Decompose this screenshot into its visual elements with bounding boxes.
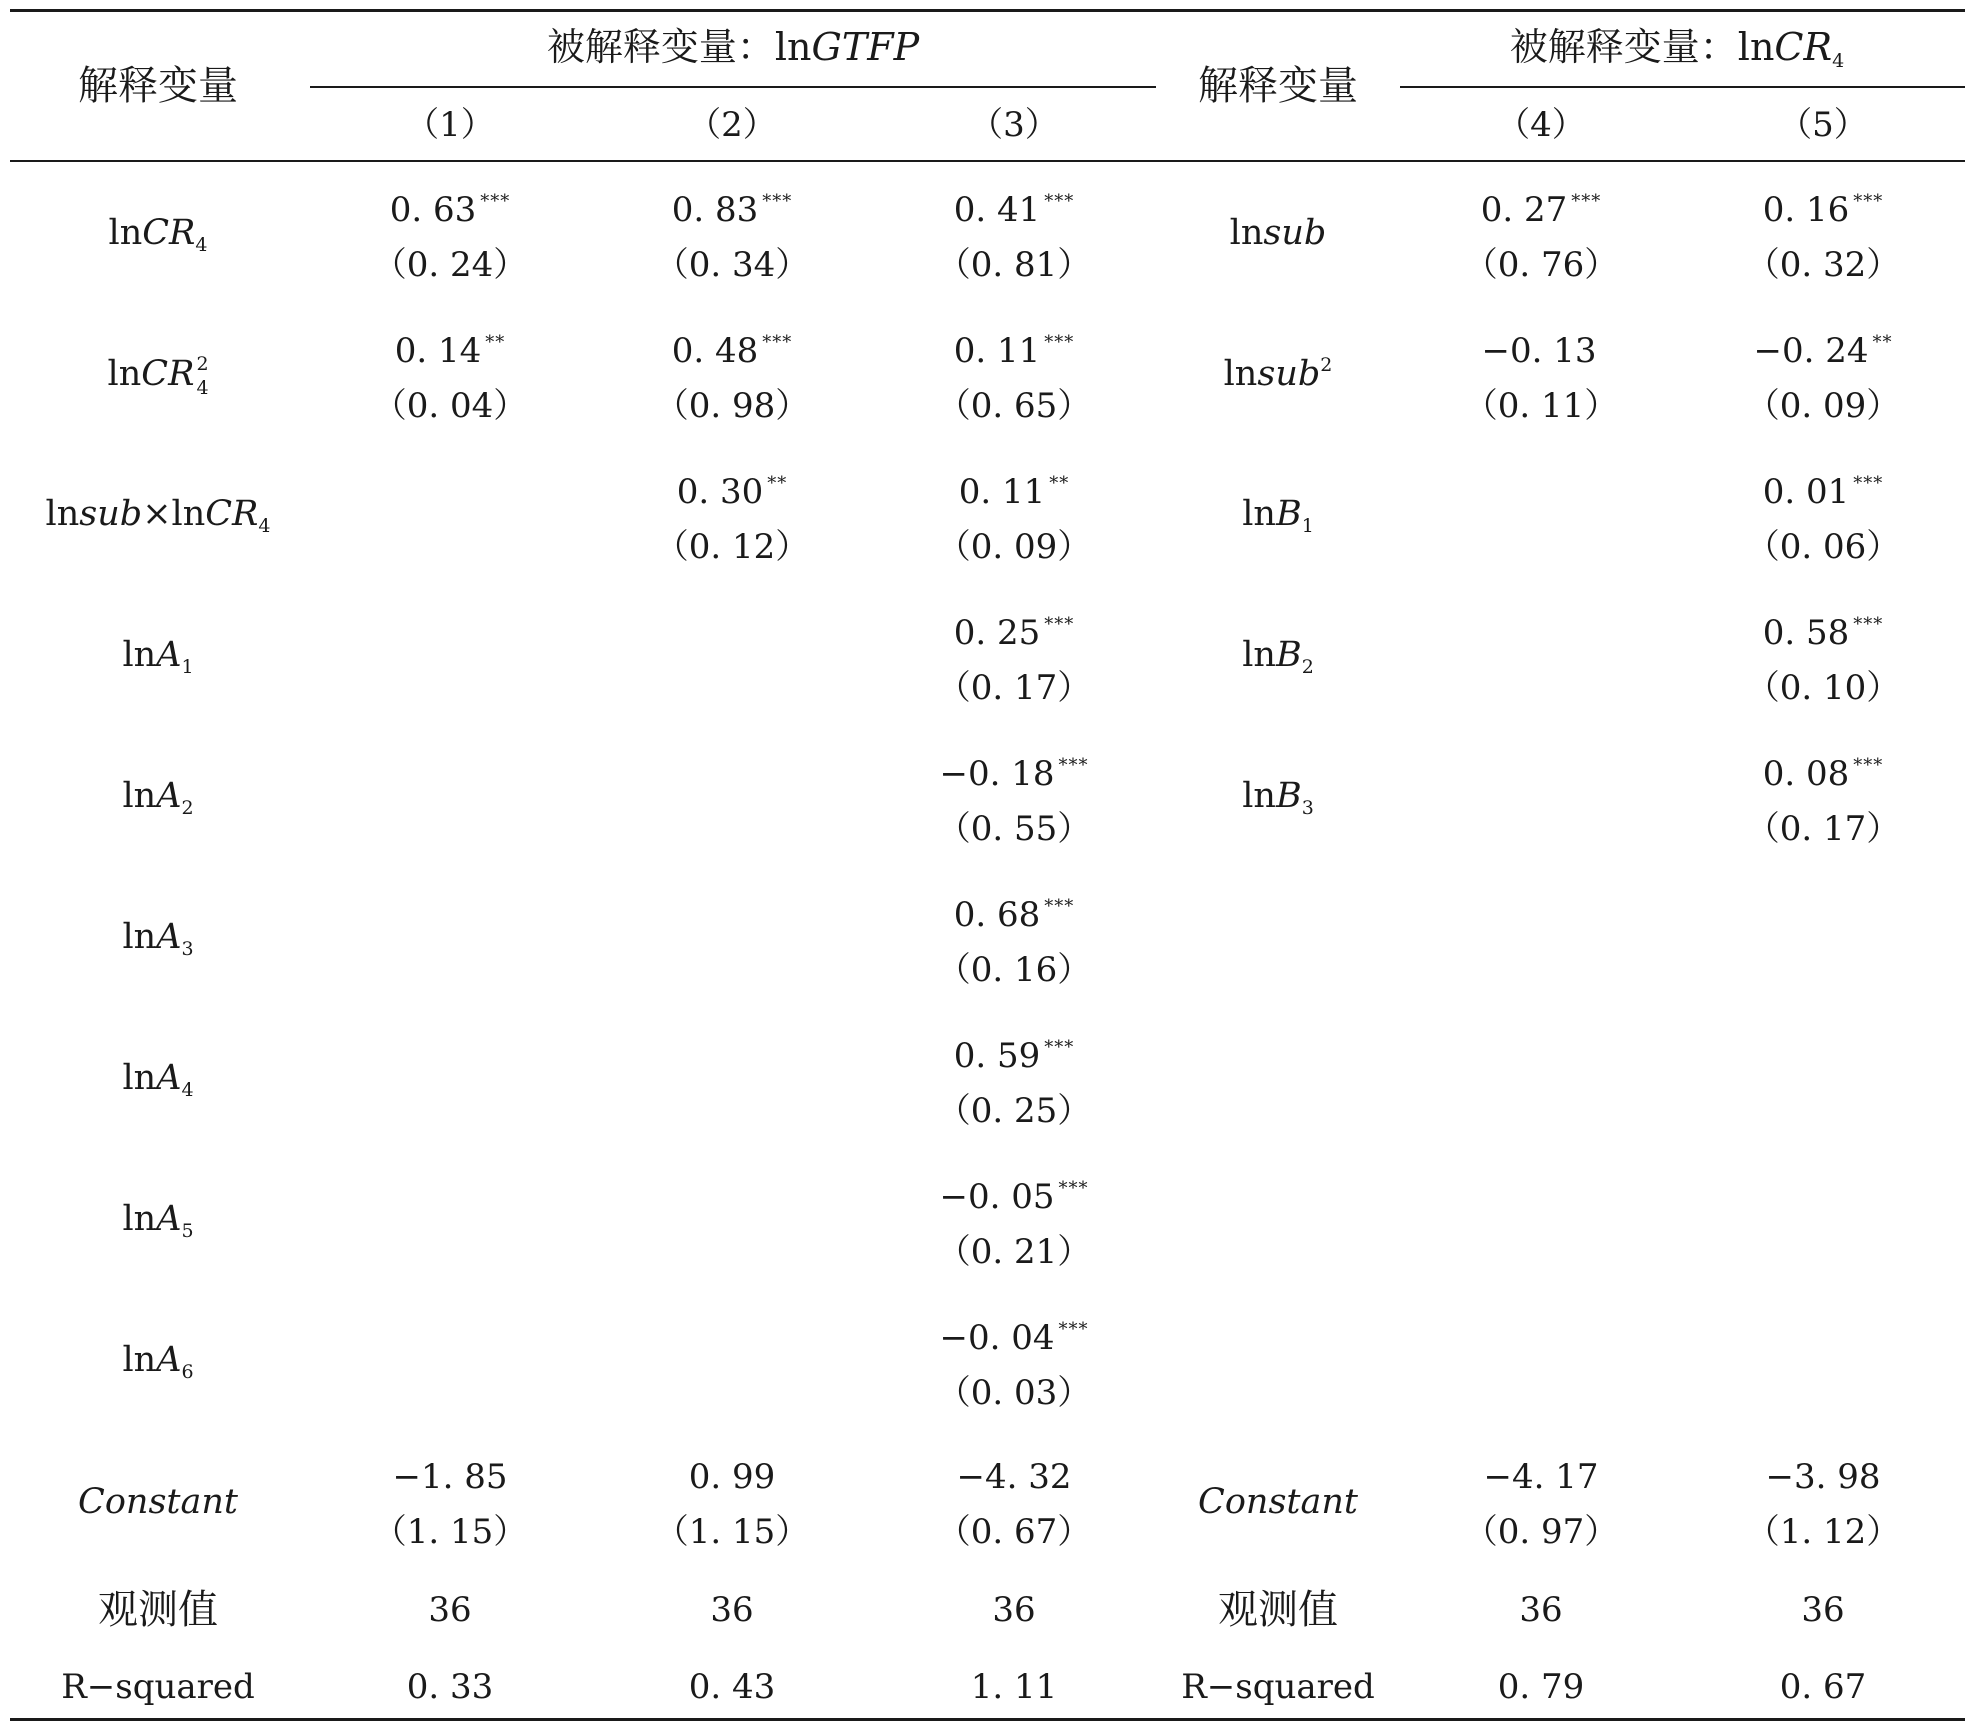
right-explanatory-header: 解释变量: [1198, 63, 1358, 109]
left-dependent-var: GTFP: [811, 25, 920, 69]
right-dependent-header: [1509, 25, 1845, 72]
left-r6-c3-se: （0. 16）: [936, 950, 1092, 990]
left-r1-c3-se: （0. 81）: [936, 245, 1092, 285]
significance-stars: ***: [1853, 614, 1884, 635]
coefficient-value: 0. 99: [688, 1457, 776, 1497]
coefficient-value: −4. 32: [956, 1457, 1072, 1497]
left-r2-c2-coef: [671, 331, 793, 371]
left-r5-c3-coef: [939, 754, 1089, 794]
row-label-lnsub: lnsub: [1229, 213, 1327, 253]
constant-c3-coef: [956, 1457, 1072, 1497]
observations-col3: 36: [992, 1590, 1036, 1630]
row-label-lnb3: lnB$_3$: [1242, 776, 1314, 819]
left-r1-c1-se: （0. 24）: [372, 245, 528, 285]
right-r2-c4-se: （0. 11）: [1463, 386, 1619, 426]
significance-stars: ***: [1058, 1178, 1089, 1199]
coefficient-value: −0. 05: [939, 1177, 1055, 1217]
coefficient-value: −0. 24: [1753, 331, 1869, 371]
significance-stars: **: [1872, 332, 1893, 353]
left-explanatory-header: 解释变量: [78, 63, 238, 109]
coefficient-value: 0. 16: [1762, 190, 1850, 230]
constant-label-right: [1198, 1482, 1358, 1522]
constant-c2-se: （1. 15）: [654, 1512, 810, 1552]
left-r9-c3-se: （0. 03）: [936, 1373, 1092, 1413]
row-label-lnsub-x-lncr4: lnsub×lnCR$_4$: [45, 494, 271, 537]
left-r4-c3-coef: [953, 613, 1075, 653]
coefficient-value: −0. 18: [939, 754, 1055, 794]
constant-label-text-right: Constant: [1198, 1482, 1358, 1522]
significance-stars: ***: [1058, 755, 1089, 776]
left-r7-c3-se: （0. 25）: [936, 1091, 1092, 1131]
coefficient-value: 0. 11: [958, 472, 1046, 512]
significance-stars: ***: [762, 332, 793, 353]
right-r3-c5-se: （0. 06）: [1745, 527, 1901, 567]
left-r5-c3-se: （0. 55）: [936, 809, 1092, 849]
left-r2-c2-se: （0. 98）: [654, 386, 810, 426]
right-header-underline: [1400, 86, 1965, 88]
top-rule: [10, 9, 1965, 12]
left-r2-c3-se: （0. 65）: [936, 386, 1092, 426]
coefficient-value: 0. 83: [671, 190, 759, 230]
right-r2-c5-coef: [1753, 331, 1893, 371]
significance-stars: **: [767, 473, 788, 494]
r-squared-label-left: R−squared: [61, 1667, 255, 1707]
column-header-4: （4）: [1496, 105, 1586, 145]
right-r1-c5-coef: [1762, 190, 1884, 230]
left-r3-c3-se: （0. 09）: [936, 527, 1092, 567]
r-squared-col1: 0. 33: [406, 1667, 494, 1707]
coefficient-value: −1. 85: [392, 1457, 508, 1497]
significance-stars: **: [485, 332, 506, 353]
constant-c5-coef: [1765, 1457, 1881, 1497]
constant-label-left: [78, 1482, 238, 1522]
coefficient-value: 0. 30: [676, 472, 764, 512]
significance-stars: ***: [1571, 191, 1602, 212]
constant-c4-se: （0. 97）: [1463, 1512, 1619, 1552]
right-r5-c5-coef: [1762, 754, 1884, 794]
right-r4-c5-se: （0. 10）: [1745, 668, 1901, 708]
r-squared-col4: 0. 79: [1497, 1667, 1585, 1707]
coefficient-value: 0. 63: [389, 190, 477, 230]
row-label-lnb1: lnB$_1$: [1242, 494, 1314, 537]
coefficient-value: 0. 08: [1762, 754, 1850, 794]
row-label-lna1: lnA$_1$: [122, 635, 194, 678]
left-header-underline: [310, 86, 1156, 88]
constant-c5-se: （1. 12）: [1745, 1512, 1901, 1552]
coefficient-value: 0. 11: [953, 331, 1041, 371]
coefficient-value: 0. 58: [1762, 613, 1850, 653]
left-r3-c2-coef: [676, 472, 788, 512]
significance-stars: ***: [1044, 614, 1075, 635]
coefficient-value: −0. 04: [939, 1318, 1055, 1358]
left-r8-c3-se: （0. 21）: [936, 1232, 1092, 1272]
left-r2-c1-coef: [394, 331, 506, 371]
header-bottom-rule: [10, 160, 1965, 162]
right-r4-c5-coef: [1762, 613, 1884, 653]
column-header-5: （5）: [1778, 105, 1868, 145]
observations-col4: 36: [1519, 1590, 1563, 1630]
constant-label-text-left: Constant: [78, 1482, 238, 1522]
right-r1-c4-coef: [1480, 190, 1602, 230]
right-r1-c5-se: （0. 32）: [1745, 245, 1901, 285]
bottom-rule: [10, 1718, 1965, 1721]
row-label-lncr4: lnCR$_4$: [108, 213, 208, 256]
right-r1-c4-se: （0. 76）: [1463, 245, 1619, 285]
row-label-lnb2: lnB$_2$: [1242, 635, 1314, 678]
significance-stars: ***: [762, 191, 793, 212]
left-r3-c2-se: （0. 12）: [654, 527, 810, 567]
left-r7-c3-coef: [953, 1036, 1075, 1076]
coefficient-value: 0. 14: [394, 331, 482, 371]
right-dependent-sub: 4: [1832, 50, 1845, 72]
significance-stars: ***: [480, 191, 511, 212]
column-header-2: （2）: [687, 105, 777, 145]
observations-col5: 36: [1801, 1590, 1845, 1630]
constant-c3-se: （0. 67）: [936, 1512, 1092, 1552]
significance-stars: **: [1049, 473, 1070, 494]
left-r1-c1-coef: [389, 190, 511, 230]
row-label-lna4: lnA$_4$: [122, 1058, 194, 1101]
right-r2-c5-se: （0. 09）: [1745, 386, 1901, 426]
left-dependent-header: [546, 25, 920, 69]
significance-stars: ***: [1853, 191, 1884, 212]
r-squared-col5: 0. 67: [1779, 1667, 1867, 1707]
right-r2-c4-coef: [1481, 331, 1601, 371]
significance-stars: ***: [1853, 755, 1884, 776]
column-header-1: （1）: [405, 105, 495, 145]
observations-label-left: 观测值: [98, 1587, 218, 1633]
right-r5-c5-se: （0. 17）: [1745, 809, 1901, 849]
significance-stars: ***: [1044, 191, 1075, 212]
coefficient-value: 0. 68: [953, 895, 1041, 935]
coefficient-value: −3. 98: [1765, 1457, 1881, 1497]
coefficient-value: 0. 01: [1762, 472, 1850, 512]
right-dependent-prefix: 被解释变量：ln: [1509, 25, 1775, 69]
left-r2-c3-coef: [953, 331, 1075, 371]
coefficient-value: 0. 59: [953, 1036, 1041, 1076]
left-r4-c3-se: （0. 17）: [936, 668, 1092, 708]
row-label-lncr4-squared: lnCR 2 4: [107, 353, 209, 399]
observations-label-right: 观测值: [1218, 1587, 1338, 1633]
row-label-lna5: lnA$_5$: [122, 1199, 194, 1242]
right-r3-c5-coef: [1762, 472, 1884, 512]
r-squared-col3: 1. 11: [970, 1667, 1058, 1707]
observations-col1: 36: [428, 1590, 472, 1630]
constant-c4-coef: [1483, 1457, 1599, 1497]
left-r1-c3-coef: [953, 190, 1075, 230]
left-r9-c3-coef: [939, 1318, 1089, 1358]
constant-c1-coef: [392, 1457, 508, 1497]
coefficient-value: −4. 17: [1483, 1457, 1599, 1497]
left-r1-c2-coef: [671, 190, 793, 230]
left-r1-c2-se: （0. 34）: [654, 245, 810, 285]
left-r2-c1-se: （0. 04）: [372, 386, 528, 426]
column-header-3: （3）: [969, 105, 1059, 145]
row-label-lnsub-squared: lnsub$^2$: [1223, 354, 1333, 394]
row-label-lna2: lnA$_2$: [122, 776, 194, 819]
row-label-lna3: lnA$_3$: [122, 917, 194, 960]
significance-stars: ***: [1058, 1319, 1089, 1340]
constant-c2-coef: [688, 1457, 776, 1497]
coefficient-value: 0. 48: [671, 331, 759, 371]
constant-c1-se: （1. 15）: [372, 1512, 528, 1552]
left-dependent-prefix: 被解释变量：ln: [546, 25, 812, 69]
coefficient-value: 0. 41: [953, 190, 1041, 230]
r-squared-col2: 0. 43: [688, 1667, 776, 1707]
coefficient-value: −0. 13: [1481, 331, 1597, 371]
left-r6-c3-coef: [953, 895, 1075, 935]
row-label-lna6: lnA$_6$: [122, 1340, 194, 1383]
observations-col2: 36: [710, 1590, 754, 1630]
significance-stars: ***: [1044, 332, 1075, 353]
coefficient-value: 0. 27: [1480, 190, 1568, 230]
r-squared-label-right: R−squared: [1181, 1667, 1375, 1707]
coefficient-value: 0. 25: [953, 613, 1041, 653]
left-r3-c3-coef: [958, 472, 1070, 512]
significance-stars: ***: [1044, 896, 1075, 917]
right-dependent-var: CR: [1774, 25, 1833, 69]
significance-stars: ***: [1044, 1037, 1075, 1058]
left-r8-c3-coef: [939, 1177, 1089, 1217]
significance-stars: ***: [1853, 473, 1884, 494]
